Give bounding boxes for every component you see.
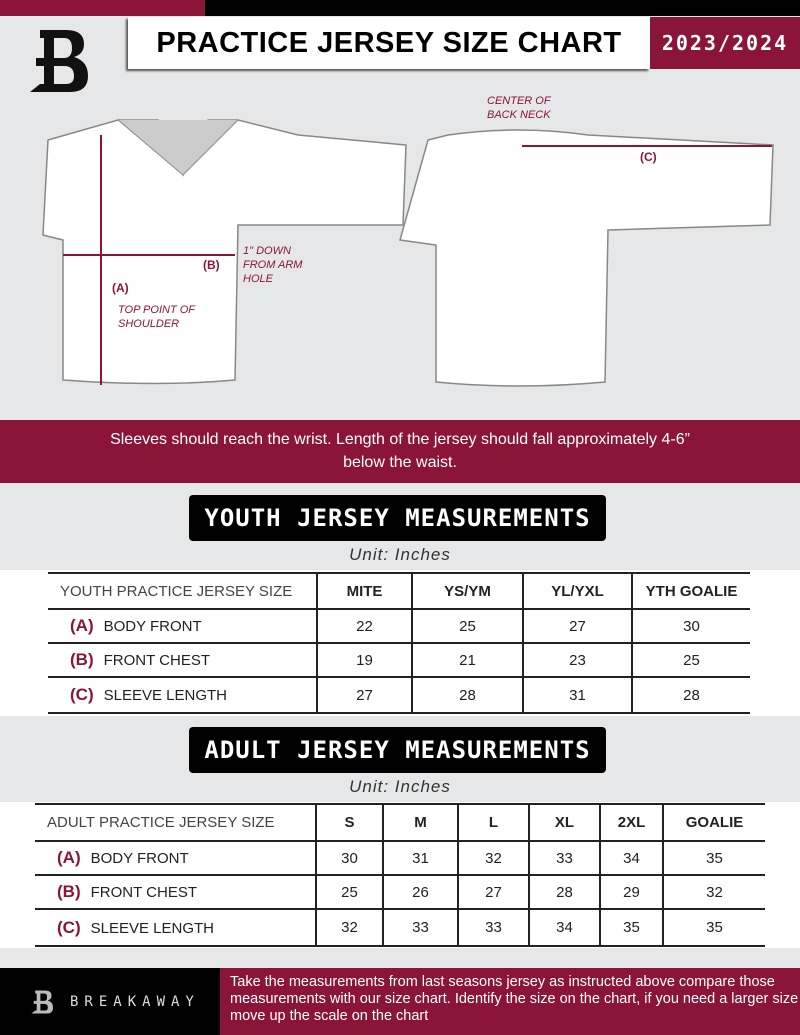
page-title: PRACTICE JERSEY SIZE CHART xyxy=(128,17,650,69)
cell: 31 xyxy=(523,677,632,713)
cell: 27 xyxy=(523,609,632,643)
cell: 35 xyxy=(663,841,765,875)
adult-size-table xyxy=(35,803,765,947)
cell: 28 xyxy=(529,875,600,909)
youth-size-table xyxy=(48,572,750,714)
row-letter: (A) xyxy=(57,848,81,867)
season-badge: 2023/2024 xyxy=(650,17,800,69)
cell: 34 xyxy=(529,909,600,946)
table-row xyxy=(35,875,765,909)
row-letter: (B) xyxy=(70,650,94,669)
header-cell: M xyxy=(383,804,458,841)
cell: 33 xyxy=(458,909,529,946)
note-center-back-neck: CENTER OF BACK NECK xyxy=(487,95,551,121)
cell: 35 xyxy=(663,909,765,946)
row-label: BODY FRONT xyxy=(90,850,189,867)
brand-name: BREAKAWAY xyxy=(70,993,200,1010)
cell: 29 xyxy=(600,875,663,909)
cell: 25 xyxy=(316,875,383,909)
table-row xyxy=(48,609,750,643)
back-jersey-diagram xyxy=(398,120,778,390)
cell: 28 xyxy=(632,677,750,713)
label-a: (A) xyxy=(112,281,129,295)
header-cell: MITE xyxy=(317,573,412,609)
row-letter: (B) xyxy=(57,882,81,901)
table-header-row xyxy=(48,573,750,609)
table-row xyxy=(48,643,750,677)
footer-brand xyxy=(0,968,220,1035)
header-cell: YOUTH PRACTICE JERSEY SIZE xyxy=(48,573,317,609)
instruction-text: Sleeves should reach the wrist. Length of the jersey should fall approximately 4-6” below the waist. xyxy=(110,431,690,471)
table-header-row xyxy=(35,804,765,841)
cell: 30 xyxy=(632,609,750,643)
row-label: FRONT CHEST xyxy=(90,884,198,901)
cell: 27 xyxy=(317,677,412,713)
youth-heading: YOUTH JERSEY MEASUREMENTS xyxy=(189,495,606,541)
cell: 33 xyxy=(383,909,458,946)
row-letter: (C) xyxy=(57,917,81,937)
header-cell: S xyxy=(316,804,383,841)
cell: 21 xyxy=(412,643,523,677)
cell: 30 xyxy=(316,841,383,875)
table-row xyxy=(35,909,765,946)
top-black-bar xyxy=(205,0,800,16)
cell: 33 xyxy=(529,841,600,875)
row-label: SLEEVE LENGTH xyxy=(90,919,214,937)
breakaway-logo-small xyxy=(30,985,56,1019)
note-top-point-shoulder: TOP POINT OF SHOULDER xyxy=(118,304,195,330)
cell: 32 xyxy=(663,875,765,909)
adult-unit: Unit: Inches xyxy=(349,777,451,796)
cell: 22 xyxy=(317,609,412,643)
cell: 26 xyxy=(383,875,458,909)
header-cell: XL xyxy=(529,804,600,841)
label-c: (C) xyxy=(640,150,657,164)
row-letter: (A) xyxy=(70,616,94,635)
table-row xyxy=(35,841,765,875)
instruction-banner xyxy=(0,420,800,483)
cell: 19 xyxy=(317,643,412,677)
row-letter: (C) xyxy=(70,685,94,704)
cell: 32 xyxy=(316,909,383,946)
header-cell: YL/YXL xyxy=(523,573,632,609)
row-label: FRONT CHEST xyxy=(103,652,211,669)
youth-unit: Unit: Inches xyxy=(349,545,451,564)
label-b: (B) xyxy=(203,258,220,272)
header-cell: 2XL xyxy=(600,804,663,841)
cell: 28 xyxy=(412,677,523,713)
cell: 25 xyxy=(412,609,523,643)
cell: 32 xyxy=(458,841,529,875)
cell: 23 xyxy=(523,643,632,677)
table-row xyxy=(48,677,750,713)
cell: 25 xyxy=(632,643,750,677)
row-label: SLEEVE LENGTH xyxy=(103,687,227,704)
front-jersey-diagram xyxy=(38,115,408,395)
cell: 34 xyxy=(600,841,663,875)
row-label: BODY FRONT xyxy=(103,618,202,635)
note-arm-hole: 1" DOWN FROM ARM HOLE xyxy=(243,245,303,285)
header-cell: ADULT PRACTICE JERSEY SIZE xyxy=(35,804,316,841)
adult-heading: ADULT JERSEY MEASUREMENTS xyxy=(189,727,606,773)
breakaway-logo xyxy=(26,26,96,96)
header-cell: L xyxy=(458,804,529,841)
header-cell: YS/YM xyxy=(412,573,523,609)
footer-instructions: Take the measurements from last seasons jersey as instructed above compare those measurements with our size chart. Identify the size on the chart, if you need a larger size move up the scale on the chart xyxy=(220,968,800,1035)
header-cell: GOALIE xyxy=(663,804,765,841)
top-accent-bar xyxy=(0,0,205,16)
header-cell: YTH GOALIE xyxy=(632,573,750,609)
cell: 35 xyxy=(600,909,663,946)
cell: 31 xyxy=(383,841,458,875)
cell: 27 xyxy=(458,875,529,909)
